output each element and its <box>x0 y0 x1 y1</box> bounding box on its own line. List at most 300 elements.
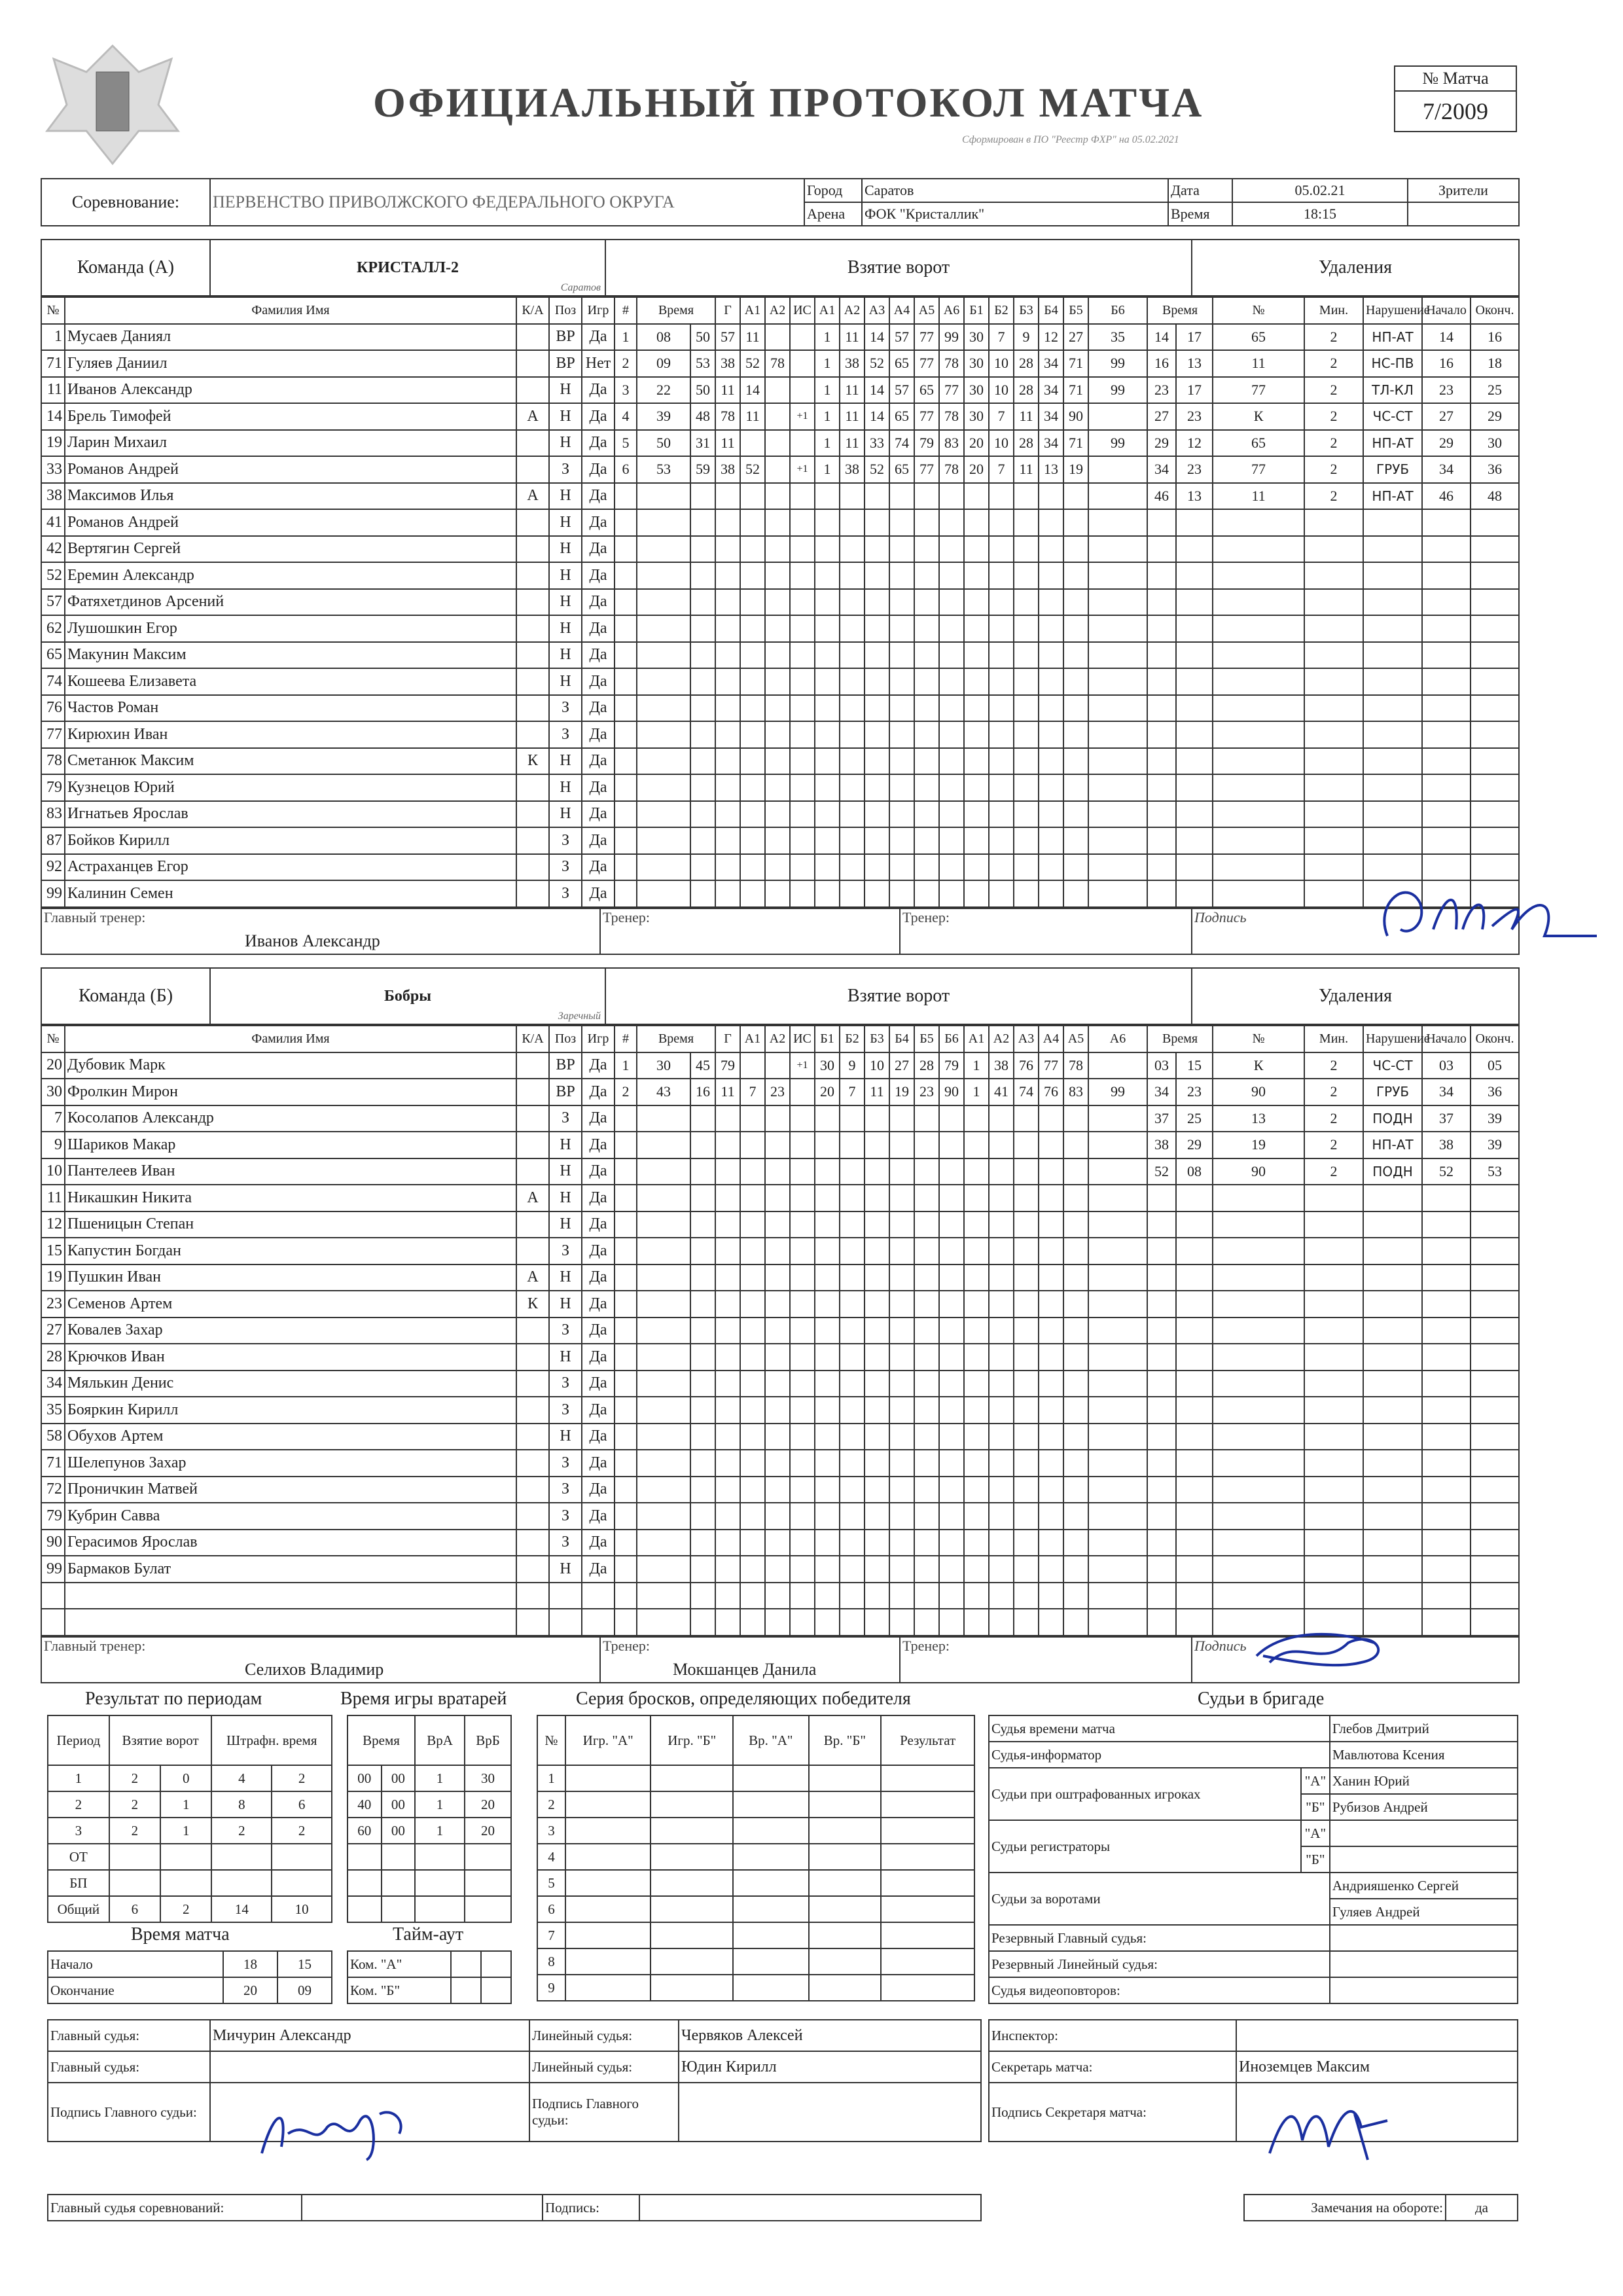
teamB-player-cell: 35 <box>41 1397 65 1424</box>
teamA-col-goal-5: ИС <box>790 297 815 324</box>
teamA-player-cell <box>516 562 549 589</box>
teamA-goal-cell: 50 <box>637 430 690 457</box>
teamB-coach-label: Тренер: <box>603 1637 651 1654</box>
teamB-player-cell: Дубовик Марк <box>65 1052 516 1079</box>
teamA-col-player-0: № <box>41 297 65 324</box>
teamB-player-cell: Да <box>582 1291 615 1318</box>
teamB-goal-cell: 74 <box>1014 1079 1039 1105</box>
teamA-player-cell: Н <box>549 748 582 775</box>
teamB-col-pen-2: Мин. <box>1304 1026 1363 1052</box>
teamB-col-onice-7: А2 <box>989 1026 1014 1052</box>
teamA-goal-cell: 20 <box>964 456 989 483</box>
teamA-player-cell: Да <box>582 774 615 801</box>
teamB-player-cell: Да <box>582 1530 615 1556</box>
teamA-col-player-2: К/А <box>516 297 549 324</box>
teamB-col-onice-6: А1 <box>964 1026 989 1052</box>
teamB-player-cell: Пушкин Иван <box>65 1265 516 1291</box>
teamB-player-cell: Пшеницын Степан <box>65 1211 516 1238</box>
teamB-col-goal-5: ИС <box>790 1026 815 1052</box>
shootout-row-num: 7 <box>537 1922 565 1948</box>
teamA-pen-cell: 23 <box>1422 377 1471 404</box>
teamA-pen-cell: 34 <box>1147 456 1176 483</box>
goalie-cell: 00 <box>382 1818 416 1844</box>
teamB-goal-cell: 9 <box>840 1052 865 1079</box>
teamA-goal-cell: 11 <box>840 430 865 457</box>
teamA-city: Саратов <box>560 282 601 293</box>
linesman-label-1: Линейный судья: <box>529 2020 679 2051</box>
periods-cell: 8 <box>211 1791 272 1818</box>
periods-cell: 2 <box>160 1896 211 1922</box>
teamA-player-cell: Иванов Александр <box>65 377 516 404</box>
teamA-player-cell: 14 <box>41 403 65 430</box>
teamA-goal-cell: 19 <box>1063 456 1088 483</box>
teamB-row <box>41 1105 1519 1132</box>
teamA-goal-cell: 3 <box>615 377 637 404</box>
teamA-pen-cell: 13 <box>1176 350 1213 377</box>
teamA-row <box>41 801 1519 828</box>
teamA-col-goal-4: А2 <box>765 297 790 324</box>
teamA-col-pen-2: Мин. <box>1304 297 1363 324</box>
teamA-col-pen-5: Оконч. <box>1471 297 1519 324</box>
teamA-pen-cell: НП-АТ <box>1363 430 1422 457</box>
goal-judge-1: Андрияшенко Сергей <box>1330 1873 1518 1899</box>
city: Саратов <box>862 179 1168 202</box>
teamB-player-cell: Н <box>549 1158 582 1185</box>
teamA-goal-cell: 30 <box>964 324 989 351</box>
teamA-goal-cell: 34 <box>1039 350 1063 377</box>
pen-a-official: Ханин Юрий <box>1330 1768 1518 1794</box>
periods-row <box>48 1844 332 1870</box>
teamA-goal-cell: 57 <box>889 324 914 351</box>
teamA-pen-cell: 14 <box>1147 324 1176 351</box>
periods-row <box>48 1765 332 1791</box>
teamA-pen-cell: 14 <box>1422 324 1471 351</box>
teamA-header <box>41 239 1520 296</box>
teamA-coach-label-2: Тренер: <box>902 908 950 925</box>
teamA-signature-label: Подпись <box>1194 908 1247 925</box>
teamB-row <box>41 1344 1519 1371</box>
teamA-goal-cell: 52 <box>865 350 889 377</box>
teamA-goal-cell: 27 <box>1063 324 1088 351</box>
teamA-player-cell <box>516 801 549 828</box>
teamB-row <box>41 1052 1519 1079</box>
teamA-col-player-1: Фамилия Имя <box>65 297 516 324</box>
teamA-goal-cell: 1 <box>815 377 840 404</box>
teamA-goal-cell: 78 <box>715 403 740 430</box>
sig-secretary-label: Подпись Секретаря матча: <box>989 2083 1236 2142</box>
teamB-goal-cell: 78 <box>1063 1052 1088 1079</box>
teamB-player-cell: Да <box>582 1105 615 1132</box>
teamB-pen-cell: 37 <box>1422 1105 1471 1132</box>
teamA-col-goal-2: Г <box>715 297 740 324</box>
teamB-row <box>41 1238 1519 1265</box>
teamA-goal-cell: 1 <box>815 403 840 430</box>
teamB-pen-cell: 38 <box>1422 1132 1471 1158</box>
teamB-player-cell: Н <box>549 1291 582 1318</box>
teamA-row <box>41 483 1519 510</box>
shootout-col-3: Вр. "А" <box>733 1715 808 1765</box>
teamA-goal-cell: 77 <box>939 377 964 404</box>
teamB-player-cell: Косолапов Александр <box>65 1105 516 1132</box>
remarks-label: Замечания на обороте: <box>1244 2195 1446 2221</box>
teamB-goal-cell: 79 <box>715 1052 740 1079</box>
teamB-player-cell: 27 <box>41 1318 65 1344</box>
periods-cell: Общий <box>48 1896 109 1922</box>
periods-cell: 4 <box>211 1765 272 1791</box>
teamB-col-onice-1: Б2 <box>840 1026 865 1052</box>
teamB-player-cell: Ковалев Захар <box>65 1318 516 1344</box>
teamB-player-cell: Да <box>582 1450 615 1477</box>
teamA-player-cell: Нет <box>582 350 615 377</box>
teamB-player-cell: З <box>549 1397 582 1424</box>
teamA-player-cell: З <box>549 880 582 907</box>
teamA-player-cell: 1 <box>41 324 65 351</box>
teamA-goal-cell: 1 <box>815 324 840 351</box>
teamA-goal-cell <box>790 324 815 351</box>
teamA-player-cell <box>516 774 549 801</box>
teamA-pen-cell: НП-АТ <box>1363 324 1422 351</box>
teamA-goal-cell: 71 <box>1063 430 1088 457</box>
teamA-player-cell: 83 <box>41 801 65 828</box>
teamA-col-onice-11: Б6 <box>1088 297 1147 324</box>
periods-cell: 10 <box>272 1896 332 1922</box>
teamA-player-cell: 65 <box>41 642 65 669</box>
teamA-goal-cell: 7 <box>989 456 1014 483</box>
teamB-player-cell: Н <box>549 1265 582 1291</box>
teamA-col-pen-4: Начало <box>1422 297 1471 324</box>
shootout-col-1: Игр. "А" <box>565 1715 651 1765</box>
main-ref-label: Главный судья: <box>48 2020 210 2051</box>
teamB-col-goal-4: А2 <box>765 1026 790 1052</box>
teamB-player-cell: Шелепунов Захар <box>65 1450 516 1477</box>
teamB-col-pen-4: Начало <box>1422 1026 1471 1052</box>
teamA-goals-header: Взятие ворот <box>605 240 1192 296</box>
teamA-player-cell: Н <box>549 377 582 404</box>
teamA-goal-cell: 53 <box>637 456 690 483</box>
teamA-player-cell: Еремин Александр <box>65 562 516 589</box>
teamB-player-cell: Да <box>582 1211 615 1238</box>
teamB-col-player-3: Поз <box>549 1026 582 1052</box>
teamA-goal-cell: 30 <box>964 350 989 377</box>
teamB-pen-cell: 29 <box>1176 1132 1213 1158</box>
teamA-goal-cell: 38 <box>715 350 740 377</box>
teamB-player-cell: З <box>549 1105 582 1132</box>
teamA-player-cell <box>516 324 549 351</box>
team-b-block <box>41 967 1520 1683</box>
teamB-player-cell: Бармаков Булат <box>65 1556 516 1583</box>
teamA-player-cell <box>516 589 549 616</box>
teamB-row <box>41 1371 1519 1397</box>
teamB-player-cell <box>516 1450 549 1477</box>
teamB-player-cell: Герасимов Ярослав <box>65 1530 516 1556</box>
teamB-pen-cell: 34 <box>1422 1079 1471 1105</box>
teamA-goal-cell: 99 <box>1088 430 1147 457</box>
teamB-col-onice-5: Б6 <box>939 1026 964 1052</box>
teamA-goal-cell: 77 <box>914 324 939 351</box>
teamA-goal-cell: 71 <box>1063 350 1088 377</box>
teamA-head-coach: Иванов Александр <box>245 931 380 950</box>
periods-cell: 1 <box>160 1818 211 1844</box>
teamB-col-onice-2: Б3 <box>865 1026 889 1052</box>
teamA-goal-cell: 30 <box>964 403 989 430</box>
teamB-goal-cell: 77 <box>1039 1052 1063 1079</box>
teamB-pen-cell: 36 <box>1471 1079 1519 1105</box>
goalie-cell: 1 <box>415 1765 465 1791</box>
teamB-col-player-4: Игр <box>582 1026 615 1052</box>
teamA-goal-cell: 14 <box>740 377 765 404</box>
teamB-player-cell: Да <box>582 1371 615 1397</box>
teamB-label: Команда (Б) <box>41 968 210 1024</box>
teamB-city: Заречный <box>558 1011 601 1022</box>
teamB-name: Бобры <box>384 987 431 1005</box>
teamB-player-cell: Да <box>582 1344 615 1371</box>
teamB-player-cell: З <box>549 1318 582 1344</box>
teamA-player-cell: 74 <box>41 668 65 695</box>
teamA-goal-cell <box>790 350 815 377</box>
match-end-m: 09 <box>277 1977 332 2003</box>
teamA-col-onice-8: Б3 <box>1014 297 1039 324</box>
teamB-row <box>41 1556 1519 1583</box>
goalie-cell: 20 <box>465 1791 511 1818</box>
match-number-label: № Матча <box>1395 66 1516 91</box>
teamB-goal-cell <box>1088 1052 1147 1079</box>
periods-cell: ОТ <box>48 1844 109 1870</box>
teamB-pen-cell: 19 <box>1213 1132 1304 1158</box>
teamB-goals-header: Взятие ворот <box>605 968 1192 1024</box>
teamA-player-cell: 33 <box>41 456 65 483</box>
teamA-player-cell <box>516 854 549 881</box>
teamA-player-cell <box>516 430 549 457</box>
teamA-row <box>41 721 1519 748</box>
teamA-player-cell: Да <box>582 589 615 616</box>
teamA-goal-cell: +1 <box>790 456 815 483</box>
arena: ФОК "Кристаллик" <box>862 202 1168 226</box>
teamA-goal-cell: 65 <box>889 350 914 377</box>
teamA-goal-cell: 33 <box>865 430 889 457</box>
teamA-player-cell: Да <box>582 456 615 483</box>
shootout-row-num: 4 <box>537 1844 565 1870</box>
teamA-player-cell: Да <box>582 536 615 563</box>
teamA-col-onice-7: Б2 <box>989 297 1014 324</box>
teamA-player-cell: Н <box>549 562 582 589</box>
teamB-pen-cell: 90 <box>1213 1158 1304 1185</box>
teamA-goal-cell: 48 <box>690 403 715 430</box>
teamA-pen-cell: 29 <box>1422 430 1471 457</box>
remarks-table <box>1243 2194 1518 2221</box>
teamA-pen-cell: 2 <box>1304 483 1363 510</box>
teamA-row <box>41 615 1519 642</box>
teamA-pen-cell: ГРУБ <box>1363 456 1422 483</box>
teamA-player-cell: Да <box>582 827 615 854</box>
teamA-goal-cell: 78 <box>939 403 964 430</box>
teamA-player-cell: 99 <box>41 880 65 907</box>
teamB-goal-cell: 76 <box>1039 1079 1063 1105</box>
teamA-pen-cell: 65 <box>1213 430 1304 457</box>
teamB-row <box>41 1211 1519 1238</box>
teamB-player-cell: 23 <box>41 1291 65 1318</box>
teamA-player-cell: А <box>516 403 549 430</box>
teamA-player-cell: Н <box>549 589 582 616</box>
teamA-row <box>41 748 1519 775</box>
teamB-pen-cell: 52 <box>1147 1158 1176 1185</box>
informer-label: Судья-информатор <box>989 1742 1330 1768</box>
teamB-player-cell: Пантелеев Иван <box>65 1158 516 1185</box>
teamA-player-cell: Романов Андрей <box>65 509 516 536</box>
teamA-player-cell: 77 <box>41 721 65 748</box>
periods-cell <box>109 1844 160 1870</box>
teamA-goal-cell: 14 <box>865 324 889 351</box>
teamB-goal-cell: 1 <box>964 1052 989 1079</box>
teamA-goal-cell: 50 <box>690 324 715 351</box>
teamA-goal-cell <box>790 430 815 457</box>
teamA-player-cell <box>516 642 549 669</box>
comp-ref-label: Главный судья соревнований: <box>48 2195 302 2221</box>
federation-logo <box>41 33 185 170</box>
teamB-player-cell <box>516 1477 549 1503</box>
teamB-goal-cell: 99 <box>1088 1079 1147 1105</box>
teamA-goal-cell: 77 <box>914 456 939 483</box>
teamB-goal-cell: 27 <box>889 1052 914 1079</box>
teamB-player-cell: Да <box>582 1158 615 1185</box>
teamA-goal-cell: 34 <box>1039 377 1063 404</box>
teamB-player-cell <box>516 1105 549 1132</box>
match-number: 7/2009 <box>1395 91 1516 132</box>
teamB-player-cell: Да <box>582 1397 615 1424</box>
teamB-pen-cell: 15 <box>1176 1052 1213 1079</box>
teamB-player-cell: 99 <box>41 1556 65 1583</box>
time-label: Время <box>1168 202 1232 226</box>
teamA-player-cell: А <box>516 483 549 510</box>
teamA-goal-cell: 10 <box>989 430 1014 457</box>
teamA-player-cell: Кирюхин Иван <box>65 721 516 748</box>
teamA-player-cell: Калинин Семен <box>65 880 516 907</box>
teamB-coach-label-2: Тренер: <box>902 1637 950 1654</box>
teamA-player-cell: Да <box>582 721 615 748</box>
teamA-pen-cell: 16 <box>1422 350 1471 377</box>
teamA-col-pen-3: Нарушение <box>1363 297 1422 324</box>
teamA-goal-cell: 34 <box>1039 403 1063 430</box>
teamA-goal-cell: 28 <box>1014 430 1039 457</box>
teamA-pen-cell: 27 <box>1422 403 1471 430</box>
teamA-player-cell: 62 <box>41 615 65 642</box>
teamB-pen-cell: 13 <box>1213 1105 1304 1132</box>
teamA-pen-cell: 48 <box>1471 483 1519 510</box>
goalie-cell: 20 <box>465 1818 511 1844</box>
teamA-goal-cell: 71 <box>1063 377 1088 404</box>
teamB-pen-cell: ГРУБ <box>1363 1079 1422 1105</box>
teamB-player-cell <box>516 1503 549 1530</box>
teamB-player-cell <box>516 1052 549 1079</box>
teamA-col-onice-6: Б1 <box>964 297 989 324</box>
teamA-goal-cell: 53 <box>690 350 715 377</box>
teamB-goal-cell: 28 <box>914 1052 939 1079</box>
pen-b-official: Рубизов Андрей <box>1330 1794 1518 1820</box>
teamB-player-cell: 11 <box>41 1185 65 1211</box>
teamA-coach-row <box>41 908 1520 955</box>
periods-row <box>48 1818 332 1844</box>
teamB-goal-cell <box>740 1052 765 1079</box>
teamB-pen-cell: 05 <box>1471 1052 1519 1079</box>
teamB-pen-cell: 03 <box>1422 1052 1471 1079</box>
teamB-goal-cell: 7 <box>840 1079 865 1105</box>
teamB-col-onice-11: А6 <box>1088 1026 1147 1052</box>
teamB-col-goal-time: Время <box>637 1026 715 1052</box>
teamA-player-cell: 87 <box>41 827 65 854</box>
periods-title: Результат по периодам <box>85 1689 262 1709</box>
teamA-goal-cell: 31 <box>690 430 715 457</box>
teamA-goal-cell: 12 <box>1039 324 1063 351</box>
teamB-signature-label: Подпись <box>1194 1637 1247 1654</box>
teamB-player-cell: ВР <box>549 1052 582 1079</box>
teamA-pen-cell: 16 <box>1471 324 1519 351</box>
sig-main-ref-label-2: Подпись Главного судьи: <box>529 2083 679 2142</box>
teamB-player-cell: З <box>549 1238 582 1265</box>
match-time-table <box>47 1950 332 2004</box>
teamB-row <box>41 1132 1519 1158</box>
teamA-pen-cell: 2 <box>1304 377 1363 404</box>
teamB-row <box>41 1318 1519 1344</box>
teamA-player-cell: Н <box>549 615 582 642</box>
teamB-player-cell <box>516 1079 549 1105</box>
teamB-row <box>41 1477 1519 1503</box>
periods-cell: 2 <box>211 1818 272 1844</box>
teamB-goal-cell <box>790 1079 815 1105</box>
teamA-player-cell <box>516 827 549 854</box>
teamB-col-pen-1: № <box>1213 1026 1304 1052</box>
teamA-player-cell <box>516 880 549 907</box>
teamA-player-cell: Да <box>582 642 615 669</box>
teamB-pen-cell: НП-АТ <box>1363 1132 1422 1158</box>
teamB-player-cell: 90 <box>41 1530 65 1556</box>
teamA-player-cell: З <box>549 721 582 748</box>
shootout-row-num: 5 <box>537 1870 565 1896</box>
teamB-player-cell: Да <box>582 1424 615 1450</box>
teamB-player-cell: Да <box>582 1265 615 1291</box>
teamA-goal-cell: 50 <box>690 377 715 404</box>
teamA-player-cell: Н <box>549 430 582 457</box>
teamA-pen-cell: 2 <box>1304 456 1363 483</box>
teamA-player-cell: Макунин Максим <box>65 642 516 669</box>
teamA-col-player-4: Игр <box>582 297 615 324</box>
teamA-player-cell <box>516 377 549 404</box>
teamA-player-cell: Романов Андрей <box>65 456 516 483</box>
teamA-row <box>41 668 1519 695</box>
teamA-goal-cell: 57 <box>715 324 740 351</box>
teamB-col-onice-10: А5 <box>1063 1026 1088 1052</box>
teamB-pen-cell: 53 <box>1471 1158 1519 1185</box>
secretary-table <box>988 2019 1518 2142</box>
teamB-player-cell <box>516 1556 549 1583</box>
teamA-col-goal-time: Время <box>637 297 715 324</box>
reg-b <box>1330 1846 1518 1873</box>
secretary: Иноземцев Максим <box>1236 2051 1518 2083</box>
teamB-goal-cell: 76 <box>1014 1052 1039 1079</box>
teamA-player-cell: Н <box>549 774 582 801</box>
reg-a <box>1330 1820 1518 1846</box>
teamB-pen-cell: 23 <box>1176 1079 1213 1105</box>
goalie-col-time: Время <box>348 1715 415 1765</box>
teamB-pen-cell: 2 <box>1304 1079 1363 1105</box>
referees-table <box>47 2019 982 2142</box>
teamA-col-onice-10: Б5 <box>1063 297 1088 324</box>
teamB-pen-cell: 38 <box>1147 1132 1176 1158</box>
goalie-cell: 00 <box>382 1791 416 1818</box>
periods-row <box>48 1896 332 1922</box>
teamB-goal-cell: 11 <box>865 1079 889 1105</box>
teamB-player-cell: Н <box>549 1424 582 1450</box>
teamA-col-onice-3: А4 <box>889 297 914 324</box>
reserve-linesman-label: Резервный Линейный судья: <box>989 1951 1330 1977</box>
